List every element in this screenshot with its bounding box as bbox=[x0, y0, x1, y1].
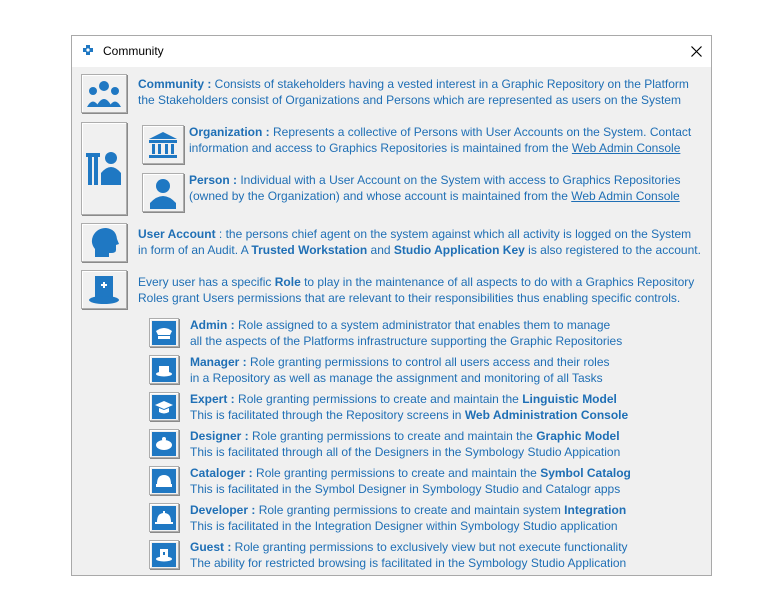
organization-desc-2: information and access to Graphics Repositories is maintained from the bbox=[189, 141, 572, 155]
community-button[interactable] bbox=[81, 74, 127, 113]
developer-role-line2: This is facilitated in the Integration Designer within Symbology Studio application bbox=[190, 519, 618, 533]
user-account-term: User Account bbox=[138, 227, 216, 241]
designer-role-button[interactable] bbox=[149, 429, 179, 458]
expert-desc-1: Role granting permissions to create and maintain the bbox=[234, 392, 523, 406]
organization-web-admin-link[interactable]: Web Admin Console bbox=[571, 141, 681, 155]
expert-role-line1 bbox=[190, 391, 617, 407]
manager-desc-1: Role granting permissions to control all users access and their roles bbox=[246, 355, 610, 369]
developer-helmet-icon bbox=[152, 506, 176, 530]
roles-intro-desc-1b: to play in the maintenance of all aspects to do with a Graphics Repository bbox=[300, 275, 695, 289]
admin-role-line1 bbox=[190, 317, 610, 333]
designer-desc-1: Role granting permissions to create and maintain the bbox=[248, 429, 537, 443]
building-person-icon bbox=[86, 149, 122, 189]
person-desc-2: (owned by the Organization) and whose account is maintained from the bbox=[189, 189, 572, 203]
expert-term: Expert : bbox=[190, 392, 235, 406]
cataloger-cap-icon bbox=[152, 469, 176, 493]
designer-role-line1 bbox=[190, 428, 620, 444]
user-account-desc-2b: and bbox=[367, 243, 394, 257]
head-profile-icon bbox=[89, 227, 119, 259]
person-icon bbox=[148, 177, 178, 209]
graphic-model-term: Graphic Model bbox=[536, 429, 620, 443]
user-account-desc-1: : the persons chief agent on the system against which all activity is logged on the System bbox=[215, 227, 692, 241]
guest-term: Guest : bbox=[190, 540, 232, 554]
graduation-cap-icon bbox=[152, 395, 176, 419]
top-hat-icon bbox=[88, 275, 120, 305]
title-bar bbox=[72, 36, 711, 67]
admin-cap-icon bbox=[152, 321, 176, 345]
expert-role-button[interactable] bbox=[149, 392, 179, 421]
developer-role-button[interactable] bbox=[149, 503, 179, 532]
community-text-line1 bbox=[138, 76, 689, 92]
guest-role-line1 bbox=[190, 539, 628, 555]
user-account-desc-2c: is also registered to the account. bbox=[524, 243, 701, 257]
manager-role-button[interactable] bbox=[149, 355, 179, 384]
expert-desc-2: This is facilitated through the Repository screens in bbox=[190, 408, 465, 422]
roles-intro-line1 bbox=[138, 274, 694, 290]
role-term: Role bbox=[274, 275, 301, 289]
admin-role-button[interactable] bbox=[149, 318, 179, 347]
trusted-workstation-term: Trusted Workstation bbox=[251, 243, 368, 257]
designer-term: Designer : bbox=[190, 429, 249, 443]
community-icon bbox=[86, 79, 122, 109]
cataloger-role-button[interactable] bbox=[149, 466, 179, 495]
organization-term: Organization : bbox=[189, 125, 270, 139]
close-icon bbox=[691, 46, 702, 57]
roles-intro-desc-1a: Every user has a specific bbox=[138, 275, 275, 289]
roles-button[interactable] bbox=[81, 270, 127, 309]
roles-intro-line2: Roles grant Users permissions that are relevant to their responsibilities thus enabling specific controls. bbox=[138, 291, 681, 305]
admin-role-line2: all the aspects of the Platforms infrastructure supporting the Graphic Repositories bbox=[190, 334, 623, 348]
guest-role-line2: The ability for restricted browsing is facilitated in the Symbology Studio Application bbox=[190, 556, 627, 570]
linguistic-model-term: Linguistic Model bbox=[522, 392, 617, 406]
guest-hat-icon bbox=[152, 543, 176, 567]
window-title: Community bbox=[103, 44, 164, 58]
symbol-catalog-term: Symbol Catalog bbox=[540, 466, 631, 480]
studio-application-key-term: Studio Application Key bbox=[393, 243, 525, 257]
person-web-admin-link[interactable]: Web Admin Console bbox=[571, 189, 680, 203]
guest-desc-1: Role granting permissions to exclusively view but not execute functionality bbox=[231, 540, 628, 554]
user-account-button[interactable] bbox=[81, 223, 127, 262]
community-dialog bbox=[71, 35, 712, 576]
manager-hat-icon bbox=[152, 358, 176, 382]
community-term: Community : bbox=[138, 77, 212, 91]
user-account-desc-2a: in form of an Audit. A bbox=[138, 243, 252, 257]
bank-icon bbox=[147, 130, 179, 160]
developer-role-line1 bbox=[190, 502, 626, 518]
organization-button[interactable] bbox=[142, 125, 184, 164]
designer-role-line2: This is facilitated through all of the Designers in the Symbology Studio Appication bbox=[190, 445, 621, 459]
admin-term: Admin : bbox=[190, 318, 235, 332]
cataloger-term: Cataloger : bbox=[190, 466, 253, 480]
person-text-line2 bbox=[189, 188, 680, 204]
user-account-text-line2 bbox=[138, 242, 701, 258]
integration-term: Integration bbox=[564, 503, 627, 517]
person-term: Person : bbox=[189, 173, 238, 187]
community-text-line2: the Stakeholders consist of Organizations and Persons which are represented as users on the System bbox=[138, 93, 681, 107]
user-account-text-line1 bbox=[138, 226, 691, 242]
manager-role-line1 bbox=[190, 354, 610, 370]
close-button[interactable] bbox=[681, 36, 711, 66]
puzzle-icon bbox=[81, 43, 95, 57]
developer-term: Developer : bbox=[190, 503, 256, 517]
organization-person-button[interactable] bbox=[81, 122, 127, 215]
manager-term: Manager : bbox=[190, 355, 247, 369]
cataloger-desc-1: Role granting permissions to create and maintain the bbox=[252, 466, 541, 480]
organization-text-line2 bbox=[189, 140, 680, 156]
admin-desc-1: Role assigned to a system administrator that enables them to manage bbox=[234, 318, 611, 332]
manager-role-line2: in a Repository as well as manage the assignment and monitoring of all Tasks bbox=[190, 371, 603, 385]
community-desc-1: Consists of stakeholders having a vested interest in a Graphic Repository on the Platform bbox=[211, 77, 689, 91]
organization-text-line1 bbox=[189, 124, 691, 140]
person-text-line1 bbox=[189, 172, 681, 188]
developer-desc-1: Role granting permissions to create and maintain system bbox=[255, 503, 565, 517]
person-desc-1: Individual with a User Account on the System with access to Graphics Repositories bbox=[237, 173, 681, 187]
expert-role-line2 bbox=[190, 407, 628, 423]
designer-beret-icon bbox=[152, 432, 176, 456]
person-button[interactable] bbox=[142, 173, 184, 212]
cataloger-role-line1 bbox=[190, 465, 631, 481]
web-administration-console-term: Web Administration Console bbox=[464, 408, 629, 422]
cataloger-role-line2: This is facilitated in the Symbol Designer in Symbology Studio and Catalogr apps bbox=[190, 482, 621, 496]
guest-role-button[interactable] bbox=[149, 540, 179, 569]
organization-desc-1: Represents a collective of Persons with User Accounts on the System. Contact bbox=[269, 125, 692, 139]
